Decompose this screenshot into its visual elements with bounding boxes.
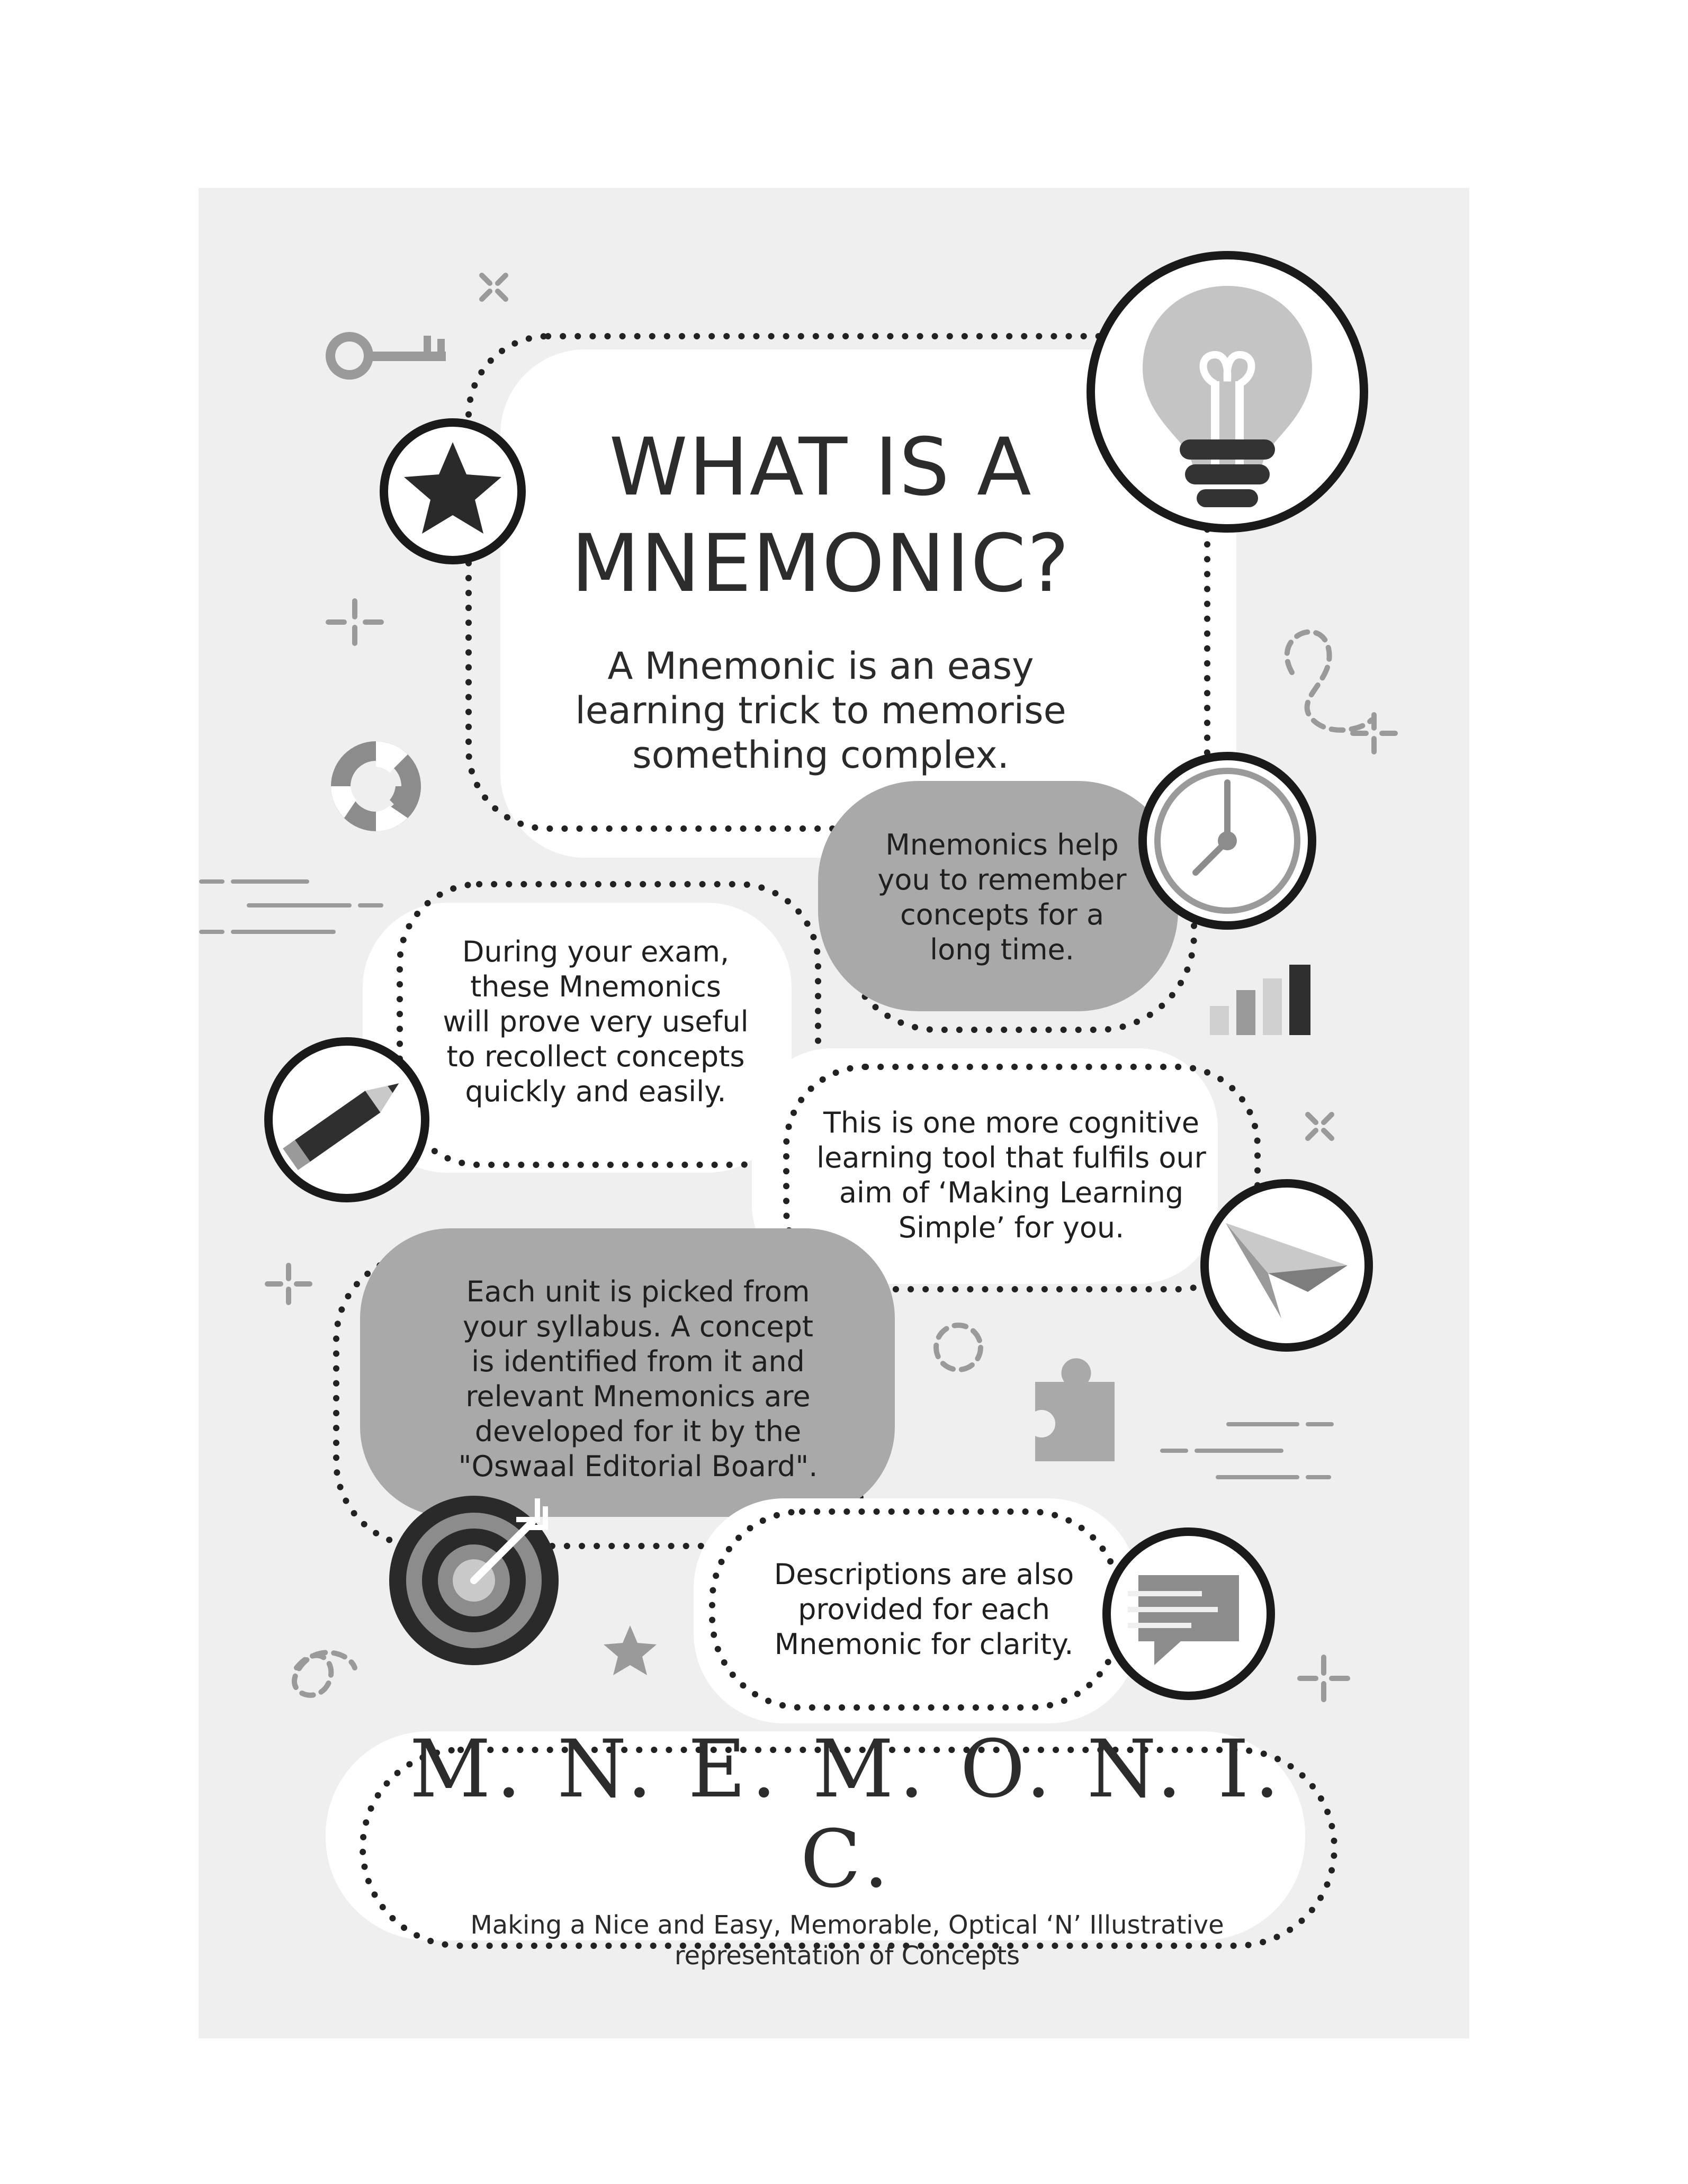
title-block [529,381,1112,815]
exam-line: During your exam, [462,935,730,968]
expansion-line: Making a Nice and Easy, Memorable, Optical ‘N’ Illustrative [470,1910,1224,1940]
exam-line: to recollect concepts [446,1040,745,1073]
unit-line: is identified from it and [471,1345,805,1378]
unit-text [408,1265,868,1493]
unit-line: Each unit is picked from [466,1275,810,1308]
exam-line: will prove very useful [443,1005,749,1038]
puzzle-icon [1035,1358,1115,1461]
remember-line: concepts for a [900,898,1105,931]
star-icon [384,423,522,560]
intro-line: A Mnemonic is an easy [607,644,1034,688]
unit-line: relevant Mnemonics are [465,1380,811,1413]
acronym-expansion [470,1910,1224,1971]
unit-line: developed for it by the [474,1415,802,1448]
intro-line: something complex. [632,733,1009,777]
cognitive-line: aim of ‘Making Learning [839,1176,1184,1209]
lightbulb-icon [1091,255,1364,528]
acronym-title: M. N. E. M. O. N. I. C. [409,1723,1285,1906]
intro-text [575,644,1066,777]
remember-line: you to remember [877,863,1127,896]
target-icon [389,1496,559,1665]
footer-block [381,1723,1313,1971]
chat-icon [1107,1532,1271,1696]
cognitive-line: learning tool that fulfils our [816,1141,1206,1174]
bar-chart-icon [1210,965,1310,1035]
cognitive-text [810,1096,1213,1255]
paper-plane-icon [1205,1183,1369,1347]
remember-line: long time. [930,933,1074,966]
exam-line: these Mnemonics [470,970,721,1003]
descriptions-line: Mnemonic for clarity. [774,1628,1074,1661]
unit-line: "Oswaal Editorial Board". [458,1450,818,1483]
exam-text [418,921,773,1122]
page-title-line1: WHAT IS A [609,421,1032,514]
descriptions-line: Descriptions are also [774,1558,1074,1591]
unit-line: your syllabus. A concept [462,1310,814,1343]
cognitive-line: This is one more cognitive [823,1106,1200,1139]
remember-text [839,818,1165,977]
exam-line: quickly and easily. [465,1075,726,1108]
page-title-line2: MNEMONIC? [571,518,1071,610]
intro-line: learning trick to memorise [575,689,1066,732]
expansion-line: representation of Concepts [674,1941,1020,1971]
key-icon [330,336,446,375]
small-star-icon [604,1625,657,1675]
cognitive-line: Simple’ for you. [898,1211,1125,1244]
clock-icon [1143,756,1312,925]
pencil-icon [268,1041,425,1198]
remember-line: Mnemonics help [885,828,1119,861]
lifebuoy-icon [331,741,421,831]
descriptions-line: provided for each [798,1593,1050,1626]
descriptions-text [741,1546,1107,1673]
